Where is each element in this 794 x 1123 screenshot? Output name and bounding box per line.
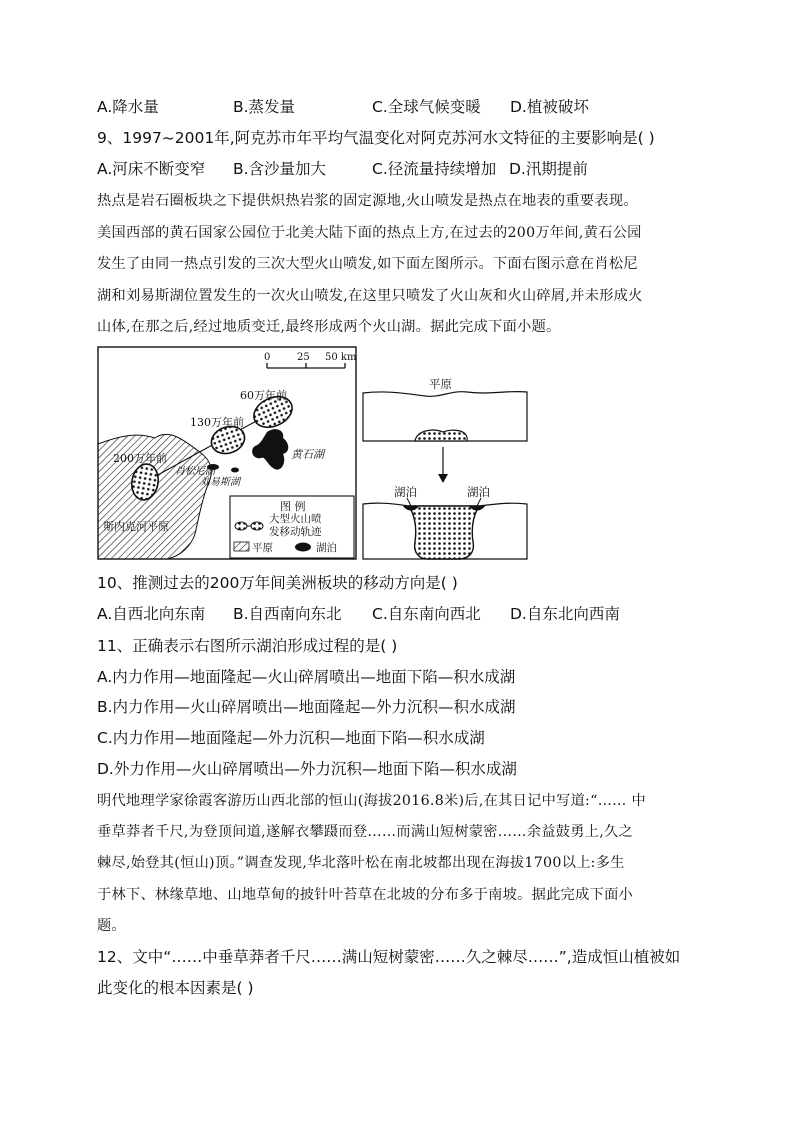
q8-option-b: B.蒸发量 xyxy=(233,98,296,116)
label-yellowstone-lake: 黄石湖 xyxy=(291,448,324,461)
volcanic-debris-body xyxy=(409,506,479,559)
right-sections xyxy=(363,377,527,559)
q11-option-a: A.内力作用—地面隆起—火山碎屑喷出—地面下陷—积水成湖 xyxy=(97,668,516,686)
legend-plain: 平原 xyxy=(252,542,273,554)
q10-option-d: D.自东北向西南 xyxy=(510,605,620,623)
q11-option-b: B.内力作用—火山碎屑喷出—地面隆起—外力沉积—积水成湖 xyxy=(97,698,516,716)
legend-plain-icon xyxy=(234,542,249,551)
legend-lake-icon xyxy=(295,543,311,552)
q12-line: 此变化的根本因素是( ) xyxy=(97,979,254,997)
q8-option-a: A.降水量 xyxy=(97,98,159,116)
q9-option-c: C.径流量持续增加 xyxy=(372,160,497,178)
q9-option-a: A.河床不断变窄 xyxy=(97,160,206,178)
passage1-line: 发生了由同一热点引发的三次大型火山喷发,如下面左图所示。下面右图示意在肖松尼 xyxy=(97,256,638,272)
scale-label-0: 0 xyxy=(264,352,271,363)
arrow-head-icon xyxy=(438,474,448,483)
right-label-plain: 平原 xyxy=(429,377,452,391)
scale-label-50: 50 km xyxy=(325,352,357,363)
scale-label-25: 25 xyxy=(297,352,310,363)
label-shoshone-lake: 肖松尼湖 xyxy=(175,466,215,477)
right-label-lake-right: 湖泊 xyxy=(467,485,490,499)
q9-option-d: D.汛期提前 xyxy=(509,160,588,178)
q8-option-d: D.植被破坏 xyxy=(510,98,589,116)
left-map xyxy=(98,347,357,559)
legend-lake: 湖泊 xyxy=(316,542,337,554)
legend-volcano-icon xyxy=(251,522,263,530)
lewis-lake-shape xyxy=(231,468,239,473)
label-200: 200万年前 xyxy=(113,452,167,465)
passage1-line: 湖和刘易斯湖位置发生的一次火山喷发,在这里只喷发了火山灰和火山碎屑,并未形成火 xyxy=(97,288,643,304)
passage1-line: 山体,在那之后,经过地质变迁,最终形成两个火山湖。据此完成下面小题。 xyxy=(97,319,561,335)
q10-option-a: A.自西北向东南 xyxy=(97,605,206,623)
q11-option-d: D.外力作用—火山碎屑喷出—外力沉积—地面下陷—积水成湖 xyxy=(97,760,517,778)
passage2-line: 题。 xyxy=(97,918,126,934)
legend-volcano-icon xyxy=(235,522,247,530)
passage2-line: 明代地理学家徐霞客游历山西北部的恒山(海拔2016.8米)后,在其日记中写道:“…… 中 xyxy=(97,793,646,809)
q10-option-c: C.自东南向西北 xyxy=(372,605,481,623)
yellowstone-figure xyxy=(97,346,697,561)
magma-chamber-small xyxy=(415,430,467,441)
q10-option-b: B.自西南向东北 xyxy=(233,605,342,623)
q11-option-c: C.内力作用—地面隆起—外力沉积—地面下陷—积水成湖 xyxy=(97,729,485,747)
passage1-line: 美国西部的黄石国家公园位于北美大陆下面的热点上方,在过去的200万年间,黄石公园 xyxy=(97,225,642,241)
q11-stem: 11、正确表示右图所示湖泊形成过程的是( ) xyxy=(97,637,398,655)
q9-stem: 9、1997~2001年,阿克苏市年平均气温变化对阿克苏河水文特征的主要影响是( ) xyxy=(97,129,655,147)
q10-stem: 10、推测过去的200万年间美洲板块的移动方向是( ) xyxy=(97,574,458,592)
legend-volcano-line1: 大型火山喷 xyxy=(269,513,322,525)
label-snake-plain: 斯内克河平原 xyxy=(103,520,169,533)
label-130: 130万年前 xyxy=(190,416,244,429)
passage2-line: 于林下、林缘草地、山地草甸的披针叶苔草在北坡的分布多于南坡。据此完成下面小 xyxy=(97,887,634,903)
q9-option-b: B.含沙量加大 xyxy=(233,160,327,178)
right-label-lake-left: 湖泊 xyxy=(394,485,417,499)
legend xyxy=(230,496,354,558)
label-60: 60万年前 xyxy=(240,389,287,402)
passage1-line: 热点是岩石圈板块之下提供炽热岩浆的固定源地,火山喷发是热点在地表的重要表现。 xyxy=(97,193,638,209)
q8-option-c: C.全球气候变暖 xyxy=(372,98,481,116)
legend-volcano-line2: 发移动轨迹 xyxy=(269,526,322,538)
passage2-line: 垂草莽者千尺,为登顶间道,遂解衣攀蹑而登……而满山短树蒙密……余益鼓勇上,久之 xyxy=(97,824,633,840)
passage2-line: 棘尽,始登其(恒山)顶。”调查发现,华北落叶松在南北坡都出现在海拔1700以上:多生 xyxy=(97,855,625,871)
q12-line: 12、文中“……中垂草莽者千尺……满山短树蒙密……久之棘尽……”,造成恒山植被如 xyxy=(97,948,681,966)
legend-title: 图 例 xyxy=(280,500,306,513)
label-lewis-lake: 刘易斯湖 xyxy=(200,477,240,488)
